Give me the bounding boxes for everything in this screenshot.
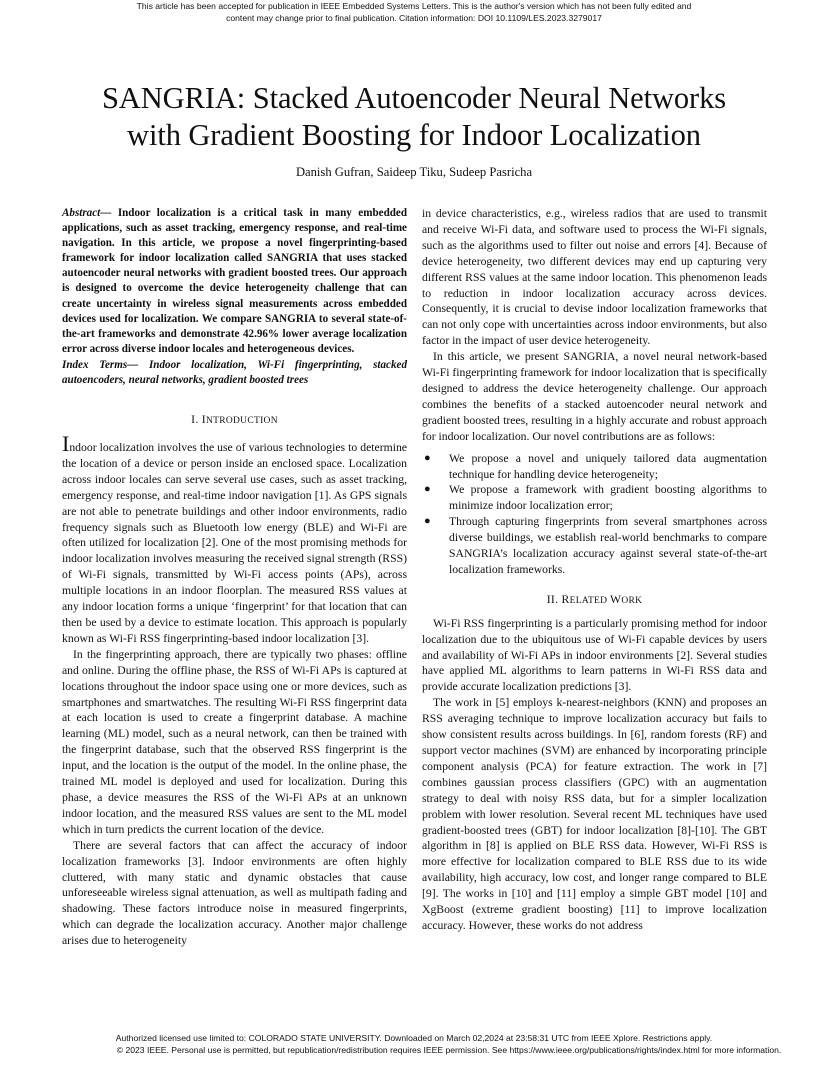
bullet-icon: ● xyxy=(424,515,431,528)
intro-paragraph-2: In the fingerprinting approach, there are typically two phases: offline and online. During the offline phase, the RSS of Wi-Fi APs is captured at locations throughout the indoor space using one or more devices, such as smartphones and smartwatches. The resulting Wi-Fi RSS fingerprint data at each location is used to create a fingerprint database. A machine learning (ML) model, such as a neural network, can then be trained with the fingerprint database, such that the observed RSS fingerprint is the input, and the location is the output of the model. In the online phase, the trained ML model is deployed and used for localization. During this phase, a device measures the RSS of the Wi-Fi APs at an unknown indoor location, and the measured RSS values are sent to the ML model which in turn predicts the current location of the device. xyxy=(62,647,407,836)
paper-title xyxy=(40,80,788,154)
section-1-heading: I. INTRODUCTION xyxy=(191,413,278,427)
contribution-text: We propose a framework with gradient boosting algorithms to minimize indoor localization error; xyxy=(449,483,767,513)
intro-paragraph-5: In this article, we present SANGRIA, a novel neural network-based Wi-Fi fingerprinting framework for indoor localization that is specifically designed to address the device heterogeneity challenge. Our approach combines the benefits of a stacked autoencoder neural network and gradient boosted trees, resulting in a highly accurate and robust approach for indoor localization. Our novel contributions are as follows: xyxy=(422,350,767,443)
license-footer-line-2: © 2023 IEEE. Personal use is permitted, but republication/redistribution requires IEEE permission. See https://www.ieee.org/publications/rights/index.html for more information. xyxy=(116,1045,782,1055)
intro-paragraph-1 xyxy=(62,431,407,647)
bullet-icon: ● xyxy=(424,483,431,496)
abstract-text: Indoor localization is a critical task in many embedded applications, such as asset tracking, emergency response, and real-time navigation. In this article, we propose a novel fingerprinting-based framework for indoor localization called SANGRIA that uses stacked autoencoder neural networks with gradient boosted trees. Our approach is designed to overcome the device heterogeneity challenge that can create uncertainty in wireless signal measurements across embedded devices used for localization. We compare SANGRIA to several state-of-the-art frameworks and demonstrate 42.96% lower average localization error across diverse indoor locales and heterogeneous devices. xyxy=(62,207,407,355)
publication-notice-line-1: This article has been accepted for publication in IEEE Embedded Systems Letters. This is the author's version which has not been fully edited and xyxy=(136,1,692,11)
section-2-heading: II. RELATED WORK xyxy=(546,592,643,606)
abstract xyxy=(62,206,407,357)
intro-paragraph-4: in device characteristics, e.g., wireless radios that are used to transmit and receive Wi-Fi data, and software used to process the Wi-Fi signals, such as the algorithms used to filter out noise and errors [4]. Because of device heterogeneity, two different devices may end up capturing very different RSS values at the same indoor location. This phenomenon leads to reduction in indoor localization accuracy across devices. Consequently, it is crucial to devise indoor localization frameworks that can not only cope with uncertainties across indoor environments, but also factor in the impact of user device heterogeneity. xyxy=(422,207,767,348)
contribution-text: Through capturing fingerprints from several smartphones across diverse buildings, we establish real-world benchmarks to compare SANGRIA’s localization accuracy against several state-of-the-art localization frameworks. xyxy=(449,515,767,576)
index-terms xyxy=(62,358,407,388)
license-footer-line-1: Authorized licensed use limited to: COLORADO STATE UNIVERSITY. Downloaded on March 02,2024 at 23:58:31 UTC from IEEE Xplore. Restrictions apply. xyxy=(115,1033,713,1043)
related-paragraph-2: The work in [5] employs k-nearest-neighbors (KNN) and proposes an RSS averaging technique to improve localization accuracy but fails to show consistent results across buildings. In [6], random forests (RF) and support vector machines (SVM) are enhanced by incorporating principle component analysis (PCA) for feature extraction. The work in [7] combines gaussian process classifiers (GPC) with an augmentation strategy to deal with noisy RSS data, but for a simpler localization problem with lower resolution. Several recent ML techniques have used gradient-boosted trees (GBT) for indoor localization [8]-[10]. The GBT algorithm in [8] is applied on BLE RSS data. However, Wi-Fi RSS is more effective for localization compared to BLE RSS due to its wide availability, high accuracy, low cost, and longer range compared to BLE [9]. The works in [10] and [11] employ a simple GBT model [10] and XgBoost (extreme gradient boosting) [11] to improve localization accuracy. However, these works do not address xyxy=(422,696,767,932)
intro-paragraph-1-text: ndoor localization involves the use of various technologies to determine the location of a device or person inside an enclosed space. Localization across indoor locales can serve several use cases, such as asset tracking, emergency response, and real-time indoor navigation [1]. As GPS signals are not able to penetrate buildings and other indoor environments, radio frequency signals such as Bluetooth low energy (BLE) and Wi-Fi are often utilized for localization [2]. One of the most promising methods for indoor localization involves measuring the received signal strength (RSS) of Wi-Fi signals, transmitted by Wi-Fi access points (APs), across multiple locations in an indoor floorplan. The measured RSS values at any indoor location forms a unique ‘fingerprint’ for that location that can then be used by a device to estimate location. This approach is popularly known as Wi-Fi RSS fingerprinting-based indoor localization [3]. xyxy=(62,441,407,645)
related-paragraph-1: Wi-Fi RSS fingerprinting is a particularly promising method for indoor localization due to the ubiquitous use of Wi-Fi capable devices by users and availability of Wi-Fi APs in indoor environments [2]. Several studies have applied ML algorithms to learn patterns in Wi-Fi RSS data and provide accurate localization predictions [3]. xyxy=(422,616,767,694)
publication-notice xyxy=(0,0,828,24)
list-item xyxy=(422,482,767,514)
abstract-label: Abstract— xyxy=(62,207,112,219)
list-item xyxy=(422,451,767,483)
publication-notice-line-2: content may change prior to final publication. Citation information: DOI 10.1109/LES.2023.3279017 xyxy=(226,13,602,23)
bullet-icon: ● xyxy=(424,451,431,464)
contribution-text: We propose a novel and uniquely tailored data augmentation technique for handling device heterogeneity; xyxy=(449,451,767,481)
license-footer xyxy=(0,1032,828,1056)
drop-cap: I xyxy=(62,431,70,457)
paper-title-line-2: with Gradient Boosting for Indoor Localization xyxy=(127,118,701,152)
contributions-list xyxy=(422,451,767,578)
list-item xyxy=(422,514,767,578)
right-column xyxy=(422,206,767,934)
paper-authors: Danish Gufran, Saideep Tiku, Sudeep Pasricha xyxy=(295,165,533,179)
left-column xyxy=(62,206,407,949)
paper-title-line-1: SANGRIA: Stacked Autoencoder Neural Networks xyxy=(101,81,727,115)
index-terms-label: Index Terms— xyxy=(62,358,139,371)
intro-paragraph-3: There are several factors that can affect the accuracy of indoor localization frameworks [3]. Indoor environments are often highly cluttered, with many static and dynamic obstacles that cause unforeseeable wireless signal attenuation, as well as multipath fading and shadowing. These factors introduce noise in measured fingerprints, which can degrade the localization accuracy. Another major challenge arises due to heterogeneity xyxy=(62,838,407,948)
index-terms-text: Indoor localization, Wi-Fi fingerprinting, stacked autoencoders, neural networks, gradient boosted trees xyxy=(62,358,407,387)
